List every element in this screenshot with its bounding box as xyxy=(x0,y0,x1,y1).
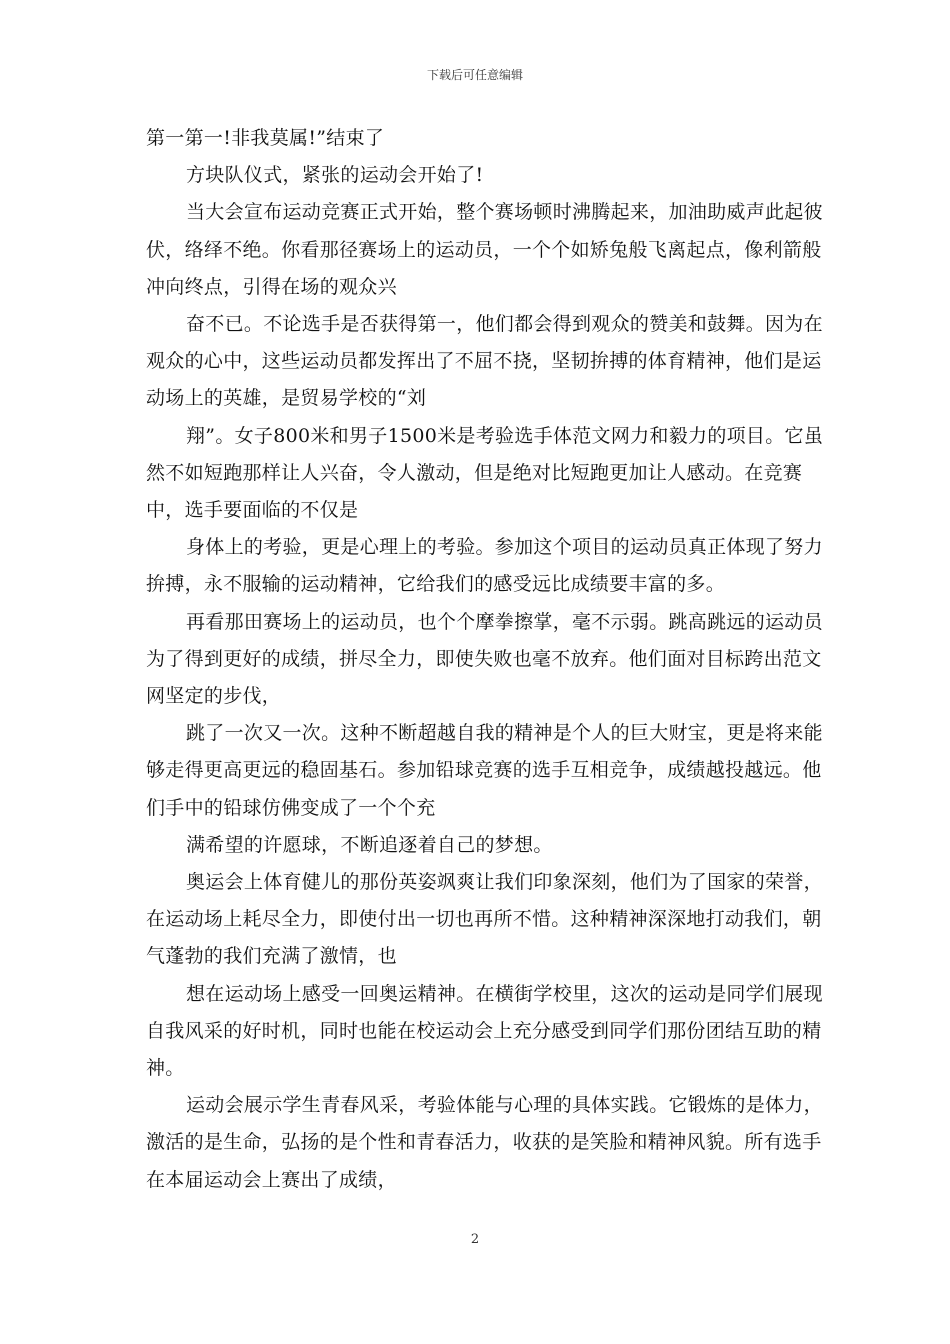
paragraph: 运动会展示学生青春风采，考验体能与心理的具体实践。它锻炼的是体力，激活的是生命，弘扬的是个性和青春活力，收获的是笑脸和精神风貌。所有选手在本届运动会上赛出了成绩， xyxy=(146,1094,823,1191)
page-number: 2 xyxy=(470,1232,480,1247)
paragraph: 当大会宣布运动竞赛正式开始，整个赛场顿时沸腾起来，加油助威声此起彼伏，络绎不绝。你看那径赛场上的运动员，一个个如矫兔般飞离起点，像利箭般冲向终点，引得在场的观众兴 xyxy=(146,201,823,298)
paragraph: 想在运动场上感受一回奥运精神。在横街学校里，这次的运动是同学们展现自我风采的好时机，同时也能在校运动会上充分感受到同学们那份团结互助的精神。 xyxy=(146,982,823,1080)
paragraph: 奋不已。不论选手是否获得第一，他们都会得到观众的赞美和鼓舞。因为在观众的心中，这些运动员都发挥出了不屈不挠，坚韧拚搏的体育精神，他们是运动场上的英雄，是贸易学校的“刘 xyxy=(146,313,823,410)
paragraph: 奥运会上体育健儿的那份英姿飒爽让我们印象深刻，他们为了国家的荣誉，在运动场上耗尽全力，即使付出一切也再所不惜。这种精神深深地打动我们，朝气蓬勃的我们充满了激情，也 xyxy=(146,871,823,968)
paragraph: 满希望的许愿球，不断追逐着自己的梦想。 xyxy=(186,833,553,856)
paragraph: 方块队仪式，紧张的运动会开始了! xyxy=(186,164,484,187)
paragraph: 再看那田赛场上的运动员，也个个摩拳擦掌，毫不示弱。跳高跳远的运动员为了得到更好的成绩，拼尽全力，即使失败也毫不放弃。他们面对目标跨出范文网坚定的步伐， xyxy=(146,610,823,708)
paragraph: 跳了一次又一次。这种不断超越自我的精神是个人的巨大财宝，更是将来能够走得更高更远的稳固基石。参加铅球竞赛的选手互相竞争，成绩越投越远。他们手中的铅球仿佛变成了一个个充 xyxy=(146,722,823,819)
paragraph: 翔”。女子800米和男子1500米是考验选手体范文网力和毅力的项目。它虽然不如短跑那样让人兴奋，令人激动，但是绝对比短跑更加让人感动。在竞赛中，选手要面临的不仅是 xyxy=(146,424,824,522)
paragraph: 身体上的考验，更是心理上的考验。参加这个项目的运动员真正体现了努力拚搏，永不服输的运动精神，它给我们的感受远比成绩要丰富的多。 xyxy=(146,536,823,596)
paragraph: 第一第一!非我莫属!”结束了 xyxy=(146,127,385,149)
page-header: 下载后可任意编辑 xyxy=(426,68,523,82)
document-body xyxy=(146,120,826,1199)
